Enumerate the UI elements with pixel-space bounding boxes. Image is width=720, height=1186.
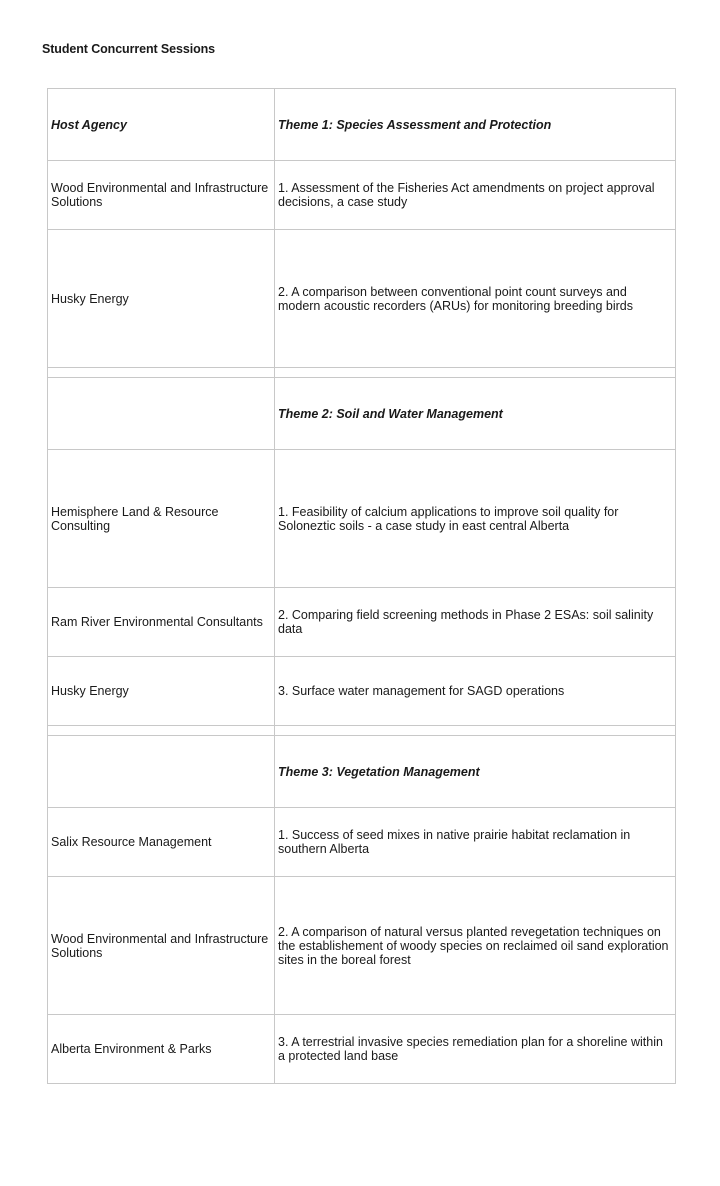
theme-3-header: Theme 3: Vegetation Management [275,736,676,808]
table-header-row [48,89,676,161]
table-row [48,1015,676,1084]
topic-cell: 1. Assessment of the Fisheries Act amendments on project approval decisions, a case study [275,161,676,230]
agency-cell: Salix Resource Management [48,808,275,877]
topic-cell: 1. Success of seed mixes in native prairie habitat reclamation in southern Alberta [275,808,676,877]
spacer-cell [48,368,275,378]
agency-cell: Ram River Environmental Consultants [48,588,275,657]
agency-cell: Husky Energy [48,657,275,726]
agency-cell: Wood Environmental and Infrastructure Solutions [48,161,275,230]
agency-cell: Wood Environmental and Infrastructure Solutions [48,877,275,1015]
topic-cell: 2. Comparing field screening methods in Phase 2 ESAs: soil salinity data [275,588,676,657]
spacer-row [48,368,676,378]
spacer-row [48,726,676,736]
spacer-cell [275,368,676,378]
agency-cell: Alberta Environment & Parks [48,1015,275,1084]
topic-cell: 1. Feasibility of calcium applications to improve soil quality for Soloneztic soils - a case study in east central Alberta [275,450,676,588]
sessions-table [47,88,676,1084]
table-row [48,161,676,230]
spacer-cell [275,726,676,736]
host-agency-header: Host Agency [48,89,275,161]
theme-2-header: Theme 2: Soil and Water Management [275,378,676,450]
empty-agency-cell [48,736,275,808]
table-row [48,230,676,368]
theme-1-header: Theme 1: Species Assessment and Protection [275,89,676,161]
page-title: Student Concurrent Sessions [42,42,216,56]
spacer-cell [48,726,275,736]
table-row [48,588,676,657]
empty-agency-cell [48,378,275,450]
table-row [48,657,676,726]
agency-cell: Hemisphere Land & Resource Consulting [48,450,275,588]
topic-cell: 2. A comparison between conventional point count surveys and modern acoustic recorders (ARUs) for monitoring breeding birds [275,230,676,368]
theme-2-header-row [48,378,676,450]
agency-cell: Husky Energy [48,230,275,368]
table-row [48,877,676,1015]
table-row [48,450,676,588]
table-row [48,808,676,877]
theme-3-header-row [48,736,676,808]
topic-cell: 3. A terrestrial invasive species remediation plan for a shoreline within a protected land base [275,1015,676,1084]
topic-cell: 2. A comparison of natural versus planted revegetation techniques on the establishement of woody species on reclaimed oil sand exploration sites in the boreal forest [275,877,676,1015]
topic-cell: 3. Surface water management for SAGD operations [275,657,676,726]
